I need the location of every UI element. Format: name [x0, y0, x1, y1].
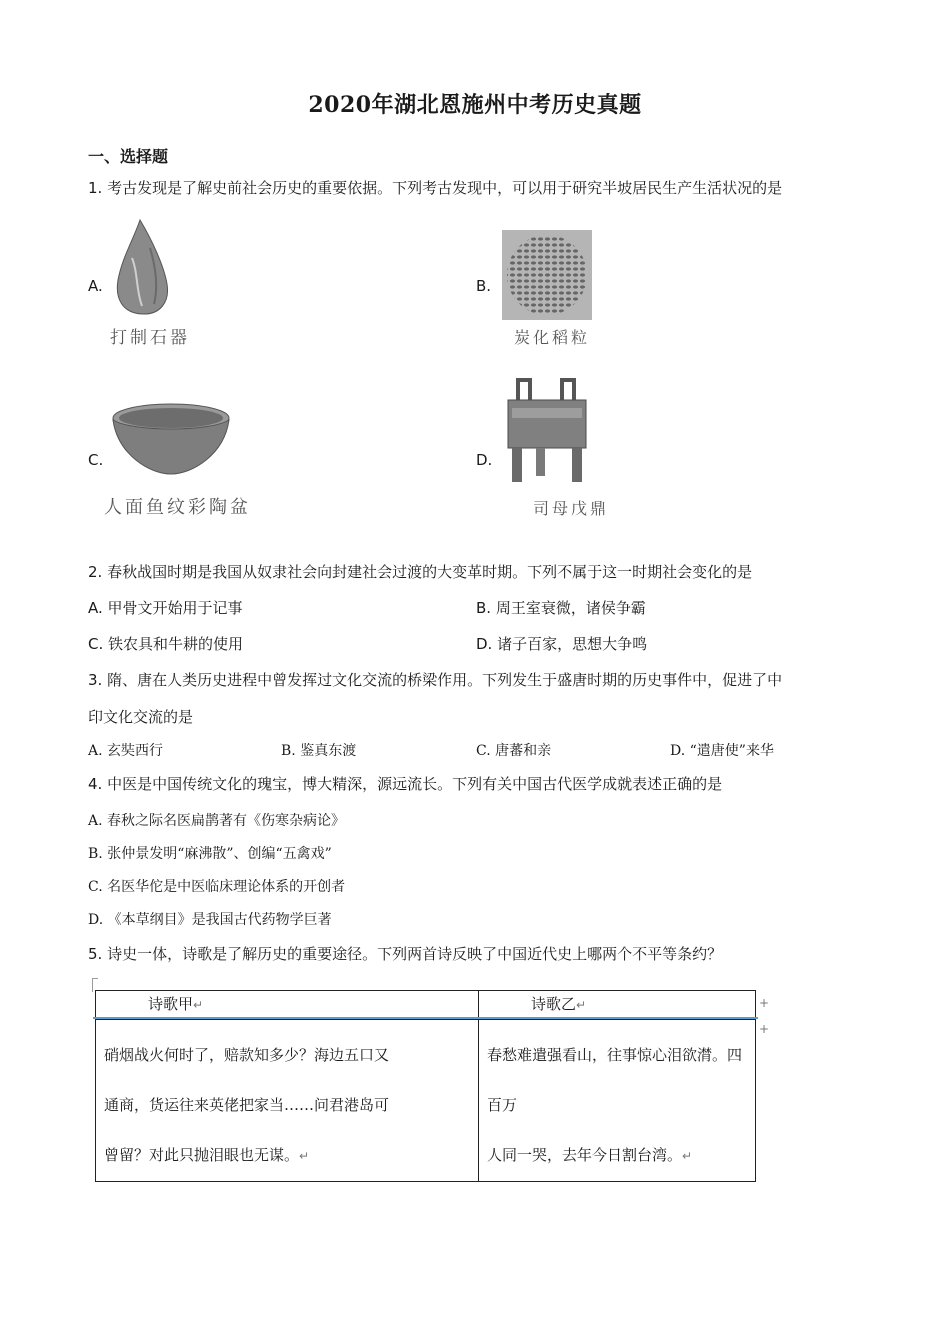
q4-option-c: C. 名医华佗是中医临床理论体系的开创者 [88, 879, 346, 895]
rice-grains-image [502, 230, 592, 320]
q3-option-a: A. 玄奘西行 [88, 743, 164, 759]
q1-option-a-caption: 打制石器 [110, 328, 190, 348]
table-handle-edge [92, 978, 98, 979]
q4-option-d: D. 《本草纲目》是我国古代药物学巨著 [88, 912, 332, 928]
ding-band [512, 408, 582, 418]
poem-a-cell [96, 1020, 479, 1182]
q1-option-d-label: D. [476, 451, 493, 469]
table-handle-edge [92, 978, 93, 992]
q2-option-a: A. 甲骨文开始用于记事 [88, 599, 243, 617]
section-heading: 一、选择题 [88, 147, 169, 166]
ding-handle [518, 380, 530, 402]
poem-b-line: 人同一哭，去年今日割台湾。 [487, 1146, 683, 1164]
bronze-ding-image [502, 378, 592, 488]
q1-option-b-label: B. [476, 277, 492, 295]
q4-option-a: A. 春秋之际名医扁鹊著有《伤寒杂病论》 [88, 813, 346, 829]
pottery-basin-image [110, 400, 232, 480]
question-1-stem: 1. 考古发现是了解史前社会历史的重要依据。下列考古发现中，可以用于研究半坡居民生产生活状况的是 [88, 179, 783, 197]
question-2-stem: 2. 春秋战国时期是我国从奴隶社会向封建社会过渡的大变革时期。下列不属于这一时期社会变化的是 [88, 563, 753, 581]
q2-option-d: D. 诸子百家，思想大争鸣 [476, 635, 648, 653]
rice-grains-pile [507, 235, 587, 315]
question-3-stem-line2: 印文化交流的是 [88, 708, 194, 726]
ding-leg [536, 448, 545, 476]
poem-b-line: 春愁难遣强看山，往事惊心泪欲潸。四百万 [487, 1046, 743, 1114]
return-mark: ↵ [193, 998, 204, 1012]
poem-a-line: 通商，货运往来英佬把家当……问君港岛可 [104, 1096, 390, 1114]
q2-option-b: B. 周王室衰微，诸侯争霸 [476, 599, 646, 617]
q2-option-c: C. 铁农具和牛耕的使用 [88, 635, 244, 653]
q4-option-b: B. 张仲景发明“麻沸散”、创编“五禽戏” [88, 846, 332, 862]
q3-option-b: B. 鉴真东渡 [281, 743, 357, 759]
q1-option-c-label: C. [88, 451, 104, 469]
q1-option-a-label: A. [88, 277, 103, 295]
q1-option-c-caption: 人面鱼纹彩陶盆 [104, 497, 251, 518]
question-5-stem: 5. 诗史一体，诗歌是了解历史的重要途径。下列两首诗反映了中国近代史上哪两个不平等条约？ [88, 945, 723, 963]
return-mark: ↵ [576, 998, 587, 1012]
q3-option-d: D. “遣唐使”来华 [670, 743, 774, 759]
ding-leg [512, 448, 522, 482]
poem-a-title: 诗歌甲 [148, 995, 194, 1013]
poem-a-header-cell [96, 991, 479, 1020]
question-4-stem: 4. 中医是中国传统文化的瑰宝，博大精深，源远流长。下列有关中国古代医学成就表述正确的是 [88, 775, 723, 793]
poem-a-line: 硝烟战火何时了，赔款知多少？海边五口又 [104, 1046, 390, 1064]
poem-b-title: 诗歌乙 [531, 995, 577, 1013]
ding-leg [572, 448, 582, 482]
stone-tool-shape [117, 220, 167, 314]
stone-tool-image [112, 218, 172, 318]
page-title: 2020年湖北恩施州中考历史真题 [308, 92, 642, 118]
table-row-marker: + [759, 1022, 770, 1036]
q1-option-d-caption: 司母戊鼎 [533, 499, 610, 518]
q3-option-c: C. 唐蕃和亲 [476, 743, 552, 759]
question-3-stem-line1: 3. 隋、唐在人类历史进程中曾发挥过文化交流的桥梁作用。下列发生于盛唐时期的历史事件中，促进了中 [88, 671, 783, 689]
q1-option-b-caption: 炭化稻粒 [514, 328, 591, 347]
return-mark: ↵ [299, 1149, 310, 1163]
return-mark: ↵ [682, 1149, 693, 1163]
table-row-marker: + [759, 996, 770, 1010]
poem-b-header-cell [479, 991, 756, 1020]
table-selection-line [93, 1017, 758, 1019]
ding-handle [562, 380, 574, 402]
basin-interior [119, 408, 223, 428]
poem-b-cell [479, 1020, 756, 1182]
poem-a-line: 曾留？对此只抛泪眼也无谋。 [104, 1146, 300, 1164]
ding-body [508, 400, 586, 448]
